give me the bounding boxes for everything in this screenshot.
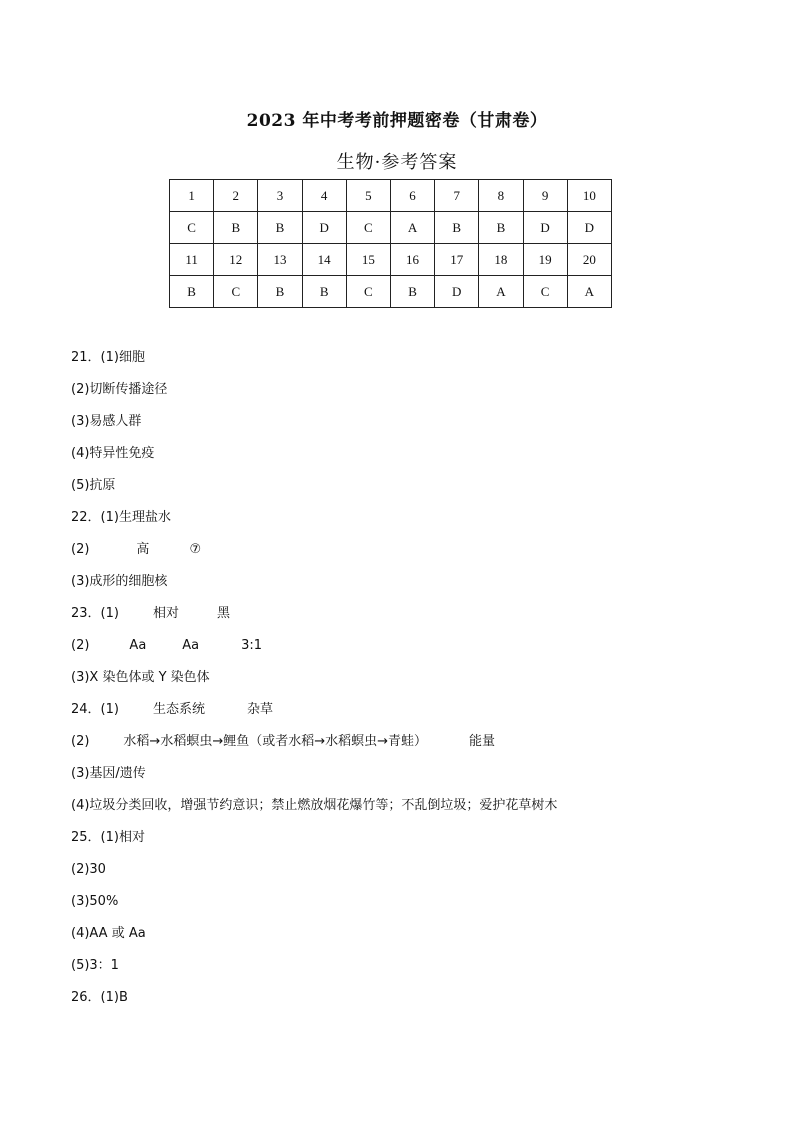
answer-letter-cell: B: [302, 276, 346, 308]
answer-line: [71, 763, 761, 795]
answer-blank: 高: [136, 542, 150, 557]
question-number-cell: 9: [523, 180, 567, 212]
answer-letter-cell: B: [435, 212, 479, 244]
answer-line: [71, 731, 761, 763]
question-number-cell: 2: [214, 180, 258, 212]
answer-letter-cell: C: [346, 276, 390, 308]
answer-line: [71, 923, 761, 955]
answer-line: [71, 955, 761, 987]
answer-blank: 黑: [216, 606, 230, 621]
question-number-cell: 4: [302, 180, 346, 212]
question-number-cell: 18: [479, 244, 523, 276]
question-number-row: [170, 244, 612, 276]
question-number-cell: 14: [302, 244, 346, 276]
answer-letter-cell: D: [567, 212, 611, 244]
question-number-cell: 1: [170, 180, 214, 212]
answer-line: [71, 475, 761, 507]
answer-line: [71, 891, 761, 923]
question-number-cell: 12: [214, 244, 258, 276]
answer-line: [71, 827, 761, 859]
question-number-cell: 10: [567, 180, 611, 212]
answer-letter-cell: B: [170, 276, 214, 308]
answer-prefix: (4)垃圾分类回收，增强节约意识；禁止燃放烟花爆竹等；不乱倒垃圾；爱护花草树木: [71, 798, 558, 813]
answer-letter-cell: B: [390, 276, 434, 308]
answer-letter-cell: B: [479, 212, 523, 244]
answer-prefix: 25．(1)相对: [71, 830, 145, 845]
answer-prefix: (5)3：1: [71, 958, 119, 973]
question-number-row: [170, 180, 612, 212]
answer-blank: 能量: [469, 734, 496, 749]
answer-prefix: (3)X 染色体或 Y 染色体: [71, 670, 210, 685]
answer-letter-row: [170, 212, 612, 244]
answer-table: [169, 179, 612, 308]
page-subtitle: 生物·参考答案: [336, 152, 458, 173]
answer-line: [71, 571, 761, 603]
answer-line: [71, 411, 761, 443]
answer-prefix: (3)成形的细胞核: [71, 574, 168, 589]
answer-prefix: 21．(1)细胞: [71, 350, 145, 365]
answer-prefix: (2): [71, 638, 90, 653]
answer-line: [71, 603, 761, 635]
question-number-cell: 7: [435, 180, 479, 212]
answer-prefix: 22．(1)生理盐水: [71, 510, 171, 525]
answer-letter-cell: A: [479, 276, 523, 308]
answer-letter-cell: D: [435, 276, 479, 308]
answer-line: [71, 443, 761, 475]
answer-letter-cell: B: [214, 212, 258, 244]
answer-letter-cell: B: [258, 276, 302, 308]
answer-prefix: (3)基因/遗传: [71, 766, 146, 781]
answer-line: [71, 859, 761, 891]
answer-blank: ⑦: [189, 542, 202, 557]
answer-prefix: (3)易感人群: [71, 414, 142, 429]
answer-letter-cell: C: [523, 276, 567, 308]
answer-line: [71, 795, 761, 827]
answer-line: [71, 347, 761, 379]
answer-letter-cell: B: [258, 212, 302, 244]
answer-prefix: (3)50%: [71, 894, 119, 909]
answer-blank: 生态系统: [152, 702, 205, 717]
answer-prefix: 23．(1): [71, 606, 119, 621]
question-number-cell: 6: [390, 180, 434, 212]
answer-prefix: 24．(1): [71, 702, 119, 717]
answer-prefix: (4)特异性免疫: [71, 446, 155, 461]
question-number-cell: 20: [567, 244, 611, 276]
question-number-cell: 15: [346, 244, 390, 276]
answer-prefix: (4)AA 或 Aa: [71, 926, 146, 941]
answer-letter-cell: C: [170, 212, 214, 244]
answer-list: [71, 347, 761, 1019]
question-number-cell: 3: [258, 180, 302, 212]
answer-letter-row: [170, 276, 612, 308]
question-number-cell: 11: [170, 244, 214, 276]
question-number-cell: 5: [346, 180, 390, 212]
answer-blank: 相对: [152, 606, 179, 621]
question-number-cell: 19: [523, 244, 567, 276]
answer-line: [71, 667, 761, 699]
answer-letter-cell: D: [302, 212, 346, 244]
answer-letter-cell: C: [214, 276, 258, 308]
answer-line: [71, 379, 761, 411]
answer-line: [71, 507, 761, 539]
page-title: 2023 年中考考前押题密卷（甘肃卷）: [246, 111, 548, 131]
answer-prefix: (2): [71, 734, 90, 749]
answer-line: [71, 987, 761, 1019]
question-number-cell: 17: [435, 244, 479, 276]
answer-line: [71, 635, 761, 667]
answer-prefix: (2): [71, 542, 90, 557]
answer-blank: Aa: [182, 638, 200, 653]
question-number-cell: 13: [258, 244, 302, 276]
answer-prefix: 26．(1)B: [71, 990, 128, 1005]
answer-blank: Aa: [129, 638, 147, 653]
answer-prefix: (2)切断传播途径: [71, 382, 168, 397]
answer-prefix: (2)30: [71, 862, 106, 877]
answer-line: [71, 539, 761, 571]
answer-line: [71, 699, 761, 731]
answer-blank: 杂草: [246, 702, 273, 717]
answer-blank: 3:1: [241, 638, 263, 653]
answer-prefix: (5)抗原: [71, 478, 116, 493]
answer-letter-cell: A: [390, 212, 434, 244]
answer-blank: 水稻→水稻螟虫→鲤鱼（或者水稻→水稻螟虫→青蛙）: [123, 734, 427, 749]
question-number-cell: 8: [479, 180, 523, 212]
answer-letter-cell: C: [346, 212, 390, 244]
answer-letter-cell: D: [523, 212, 567, 244]
question-number-cell: 16: [390, 244, 434, 276]
answer-letter-cell: A: [567, 276, 611, 308]
